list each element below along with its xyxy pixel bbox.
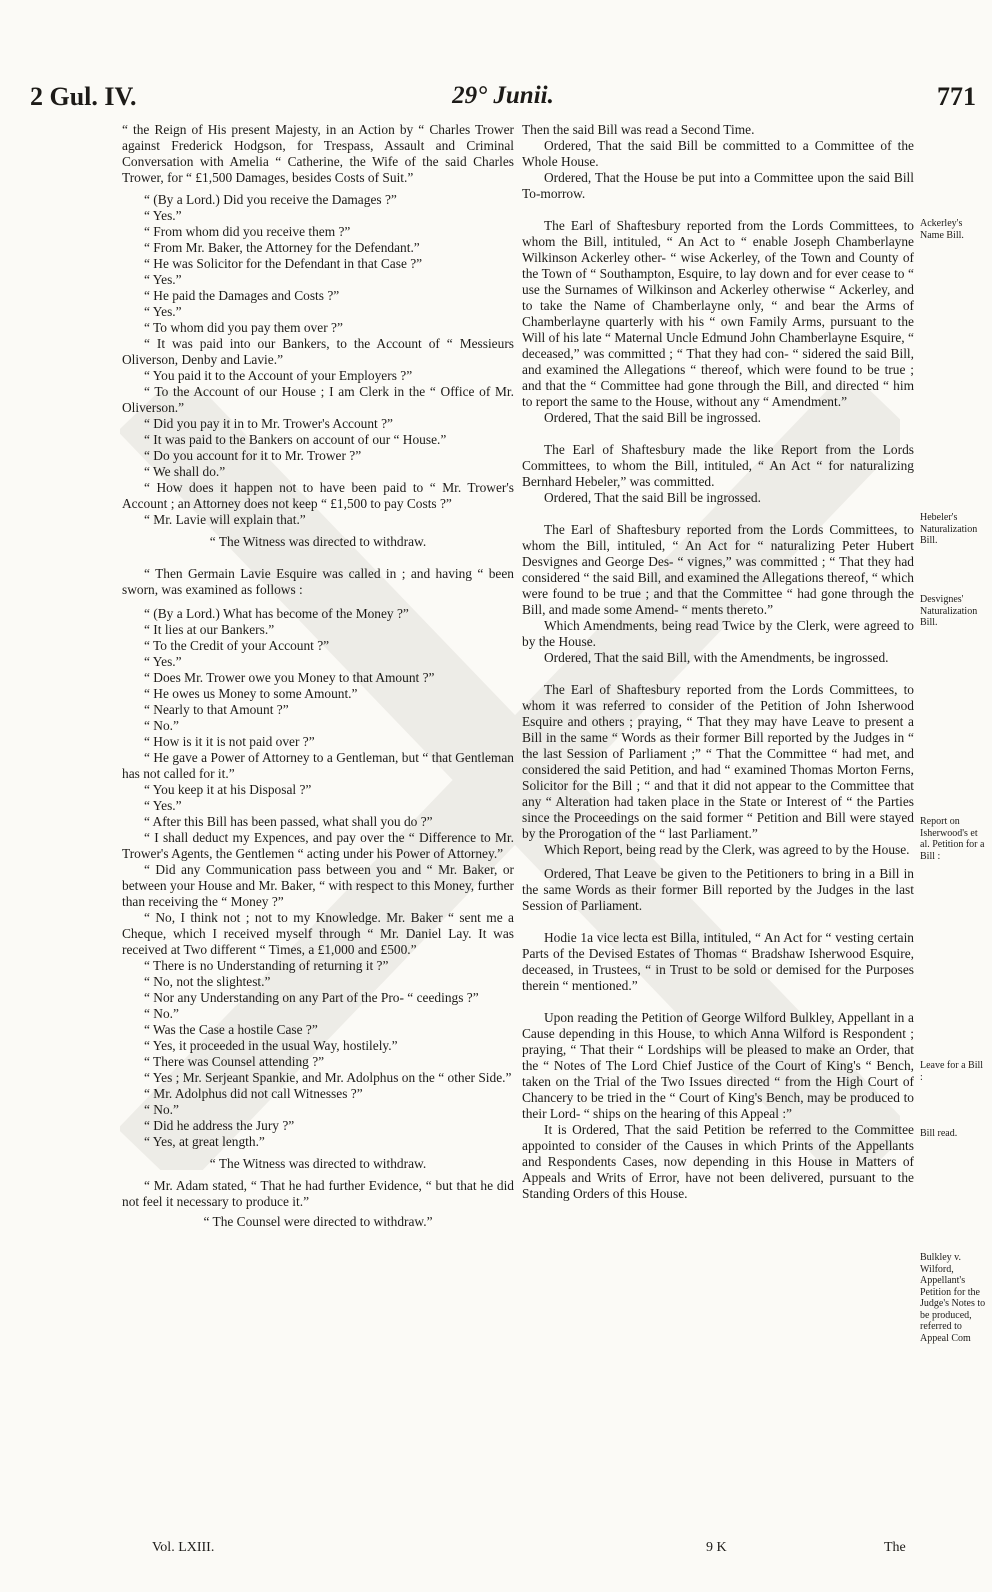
question: “ He paid the Damages and Costs ?” (144, 288, 340, 303)
stage-direction: “ The Counsel were directed to withdraw.” (203, 1214, 433, 1229)
order: Ordered, That the said Bill be ingrossed. (544, 490, 761, 505)
answer: “ It was paid to the Bankers on account of our “ House.” (144, 432, 447, 447)
question: “ Was the Case a hostile Case ?” (144, 1022, 318, 1037)
margin-note: Bulkley v. Wilford, Appellant's Petition for the Judge's Notes to be produced, referred to Appeal Com (920, 1252, 986, 1344)
question: “ Did any Communication pass between you and “ Mr. Baker, or between your House and Mr. Baker, “ with respect to this Money, further than receiving the “ Money ?” (122, 862, 514, 909)
petition-bulkley: Upon reading the Petition of George Wilford Bulkley, Appellant in a Cause depending in this House, to which Anna Wilford is Respondent ; praying, “ That their “ Lordships will be pleased to make an Order, that the “ Notes of The Lord Chief Justice of the Court of King's “ Bench, taken on the Trial of the Two Issues directed “ from the High Court of Chancery to be tried in the “ Court of King's Bench, may be produced to their Lord- “ ships on the hearing of this Appeal :” (522, 1010, 914, 1121)
report-isherwood: The Earl of Shaftesbury reported from the Lords Committees, to whom it was referred to consider of the Petition of John Isherwood Esquire and others ; praying, “ That they may have Leave to present a Bill in the same “ Words as their former Bill reported by the Judges in “ the last Session of Parliament ;” “ That the Committee “ had met, and considered the said Petition, and had “ examined Thomas Morton Ferns, Solicitor for the Bill ; “ and that it did not appear to the Committee that any “ Alteration had taken place in the State or Interest of “ the Parties since the Proceedings on the said former “ Petition and Bill were stayed by the Prorogation of the “ last Parliament.” (522, 682, 914, 841)
question: “ To whom did you pay them over ?” (144, 320, 343, 335)
answer: “ To the Account of our House ; I am Clerk in the “ Office of Mr. Oliverson.” (122, 384, 514, 415)
answer: “ No.” (144, 1102, 179, 1117)
question: “ Mr. Adolphus did not call Witnesses ?” (144, 1086, 363, 1101)
page-header (30, 82, 976, 122)
answer: “ Yes.” (144, 272, 182, 287)
question: “ Do you account for it to Mr. Trower ?” (144, 448, 362, 463)
answer: “ Yes, at great length.” (144, 1134, 265, 1149)
question: “ How is it it is not paid over ?” (144, 734, 315, 749)
answer: “ Mr. Lavie will explain that.” (144, 512, 306, 527)
catchword: The (884, 1540, 906, 1555)
question: “ Did you pay it in to Mr. Trower's Account ?” (144, 416, 394, 431)
volume-label: Vol. LXIII. (152, 1540, 215, 1555)
margin-note: Ackerley's Name Bill. (920, 218, 964, 241)
paragraph: Then the said Bill was read a Second Time. (522, 122, 755, 137)
order: Ordered, That the said Bill be committed to a Committee of the Whole House. (522, 138, 914, 169)
order: Ordered, That the House be put into a Committee upon the said Bill To-morrow. (522, 170, 914, 201)
paragraph: “ Mr. Adam stated, “ That he had further Evidence, “ but that he did not feel it necessary to produce it.” (122, 1178, 514, 1209)
answer: “ He gave a Power of Attorney to a Gentleman, but “ that Gentleman has not called for it.” (122, 750, 514, 781)
left-column (122, 122, 514, 1230)
question: “ Nor any Understanding on any Part of the Pro- “ ceedings ?” (144, 990, 479, 1005)
paragraph: “ the Reign of His present Majesty, in an Action by “ Charles Trower against Frederick Hodgson, for Trespass, Assault and Criminal Conversation with Amelia “ Catherine, the Wife of the said Charles Trower, for “ £1,500 Damages, besides Costs of Suit.” (122, 122, 514, 185)
question: “ He was Solicitor for the Defendant in that Case ?” (144, 256, 423, 271)
report-hebeler: The Earl of Shaftesbury made the like Report from the Lords Committees, to whom the Bill, intituled, “ An Act “ for naturalizing Bernhard Hebeler,” was committed. (522, 442, 914, 489)
page-date: 29° Junii. (452, 82, 554, 109)
answer: “ From Mr. Baker, the Attorney for the Defendant.” (144, 240, 420, 255)
question: “ There is no Understanding of returning it ?” (144, 958, 389, 973)
question: “ How does it happen not to have been paid to “ Mr. Trower's Account ; an Attorney does not keep “ £1,500 to pay Costs ?” (122, 480, 514, 511)
order: It is Ordered, That the said Petition be referred to the Committee appointed to consider of the Causes in which Prints of the Appellants and Respondents Cases, now depending in this House in Matters of Appeals and Writs of Error, have not been delivered, pursuant to the Standing Orders of this House. (522, 1122, 914, 1201)
question: “ From whom did you receive them ?” (144, 224, 351, 239)
margin-note: Hebeler's Naturalization Bill. (920, 512, 978, 546)
regnal-year: 2 Gul. IV. (30, 82, 137, 111)
stage-direction: “ The Witness was directed to withdraw. (209, 1156, 427, 1171)
order: Ordered, That the said Bill be ingrossed. (544, 410, 761, 425)
answer: “ Yes.” (144, 208, 182, 223)
answer: “ Yes.” (144, 798, 182, 813)
answer: “ Yes, it proceeded in the usual Way, hostilely.” (144, 1038, 398, 1053)
report-ackerley: The Earl of Shaftesbury reported from the Lords Committees, to whom the Bill, intituled, “ An Act to “ enable Joseph Chamberlayne Wilkinson Ackerley other- “ wise Ackerley, of the Town and County of the Town of “ Southampton, Esquire, to lay down and for ever cease to “ use the Surnames of Wilkinson and Ackerley otherwise “ Ackerley, and to take the Name of Chamberlayne only, “ and bear the Arms of Chamberlayne quarterly with his “ own Family Arms, pursuant to the Will of his late “ Maternal Uncle Edmund John Chamberlayne Esquire, “ deceased,” was committed ; “ That they had con- “ sidered the said Bill, and examined the Allegations “ thereof, which were found to be true ; and that the “ Committee had gone through the Bill, and directed “ him to report the same to the House, without any “ Amendment.” (522, 218, 914, 409)
answer: “ Yes ; Mr. Serjeant Spankie, and Mr. Adolphus on the “ other Side.” (144, 1070, 512, 1085)
answer: “ No.” (144, 718, 179, 733)
answer: “ Yes.” (144, 304, 182, 319)
answer: “ He owes us Money to some Amount.” (144, 686, 358, 701)
question: “ Did he address the Jury ?” (144, 1118, 295, 1133)
answer: “ No, I think not ; not to my Knowledge. Mr. Baker “ sent me a Cheque, which I received myself through “ Mr. Daniel Lay. It was received at Two different “ Times, a £1,000 and £500.” (122, 910, 514, 957)
answer: “ Yes.” (144, 654, 182, 669)
right-column (522, 122, 914, 1202)
question: “ (By a Lord.) Did you receive the Damages ?” (144, 192, 397, 207)
question: “ You keep it at his Disposal ?” (144, 782, 312, 797)
signature-mark: 9 K (706, 1540, 727, 1555)
paragraph: Which Report, being read by the Clerk, was agreed to by the House. (544, 842, 910, 857)
question: “ To the Credit of your Account ?” (144, 638, 330, 653)
stage-direction: “ The Witness was directed to withdraw. (209, 534, 427, 549)
margin-note: Bill read. (920, 1128, 958, 1139)
order: Ordered, That Leave be given to the Petitioners to bring in a Bill in the same Words as their former Bill reported by the Judges in the last Session of Parliament. (522, 866, 914, 913)
bill-first-reading: Hodie 1a vice lecta est Billa, intituled, “ An Act for “ vesting certain Parts of the Devised Estates of Thomas “ Bradshaw Isherwood Esquire, deceased, in Trustees, “ in Trust to be sold or demised for the Purposes therein “ mentioned.” (522, 930, 914, 993)
margin-note: Leave for a Bill : (920, 1060, 984, 1083)
answer: “ No.” (144, 1006, 179, 1021)
question: “ Nearly to that Amount ?” (144, 702, 289, 717)
answer: “ It was paid into our Bankers, to the Account of “ Messieurs Oliverson, Denby and Lavie.” (122, 336, 514, 367)
question: “ (By a Lord.) What has become of the Money ?” (144, 606, 409, 621)
answer: “ We shall do.” (144, 464, 226, 479)
answer: “ It lies at our Bankers.” (144, 622, 275, 637)
report-desvignes: The Earl of Shaftesbury reported from the Lords Committees, to whom the Bill, intituled, “ An Act for “ naturalizing Peter Hubert Desvignes and George Des- “ vignes,” was committed ; “ That they had considered “ the said Bill, and examined the Allegations thereof, “ which were found to be true ; and that the Committee “ had gone through the Bill, and made some Amend- “ ments thereto.” (522, 522, 914, 617)
question: “ You paid it to the Account of your Employers ?” (144, 368, 413, 383)
page-number: 771 (937, 82, 976, 111)
question: “ There was Counsel attending ?” (144, 1054, 325, 1069)
answer: “ No, not the slightest.” (144, 974, 271, 989)
answer: “ I shall deduct my Expences, and pay over the “ Difference to Mr. Trower's Agents, the Gentlemen “ acting under his Power of Attorney.” (122, 830, 514, 861)
question: “ After this Bill has been passed, what shall you do ?” (144, 814, 433, 829)
margin-note: Desvignes' Naturalization Bill. (920, 594, 978, 628)
paragraph: “ Then Germain Lavie Esquire was called in ; and having “ been sworn, was examined as follows : (122, 566, 514, 597)
question: “ Does Mr. Trower owe you Money to that Amount ?” (144, 670, 435, 685)
order: Ordered, That the said Bill, with the Amendments, be ingrossed. (544, 650, 889, 665)
paragraph: Which Amendments, being read Twice by the Clerk, were agreed to by the House. (522, 618, 914, 649)
margin-note: Report on Isherwood's et al. Petition for a Bill : (920, 816, 985, 862)
